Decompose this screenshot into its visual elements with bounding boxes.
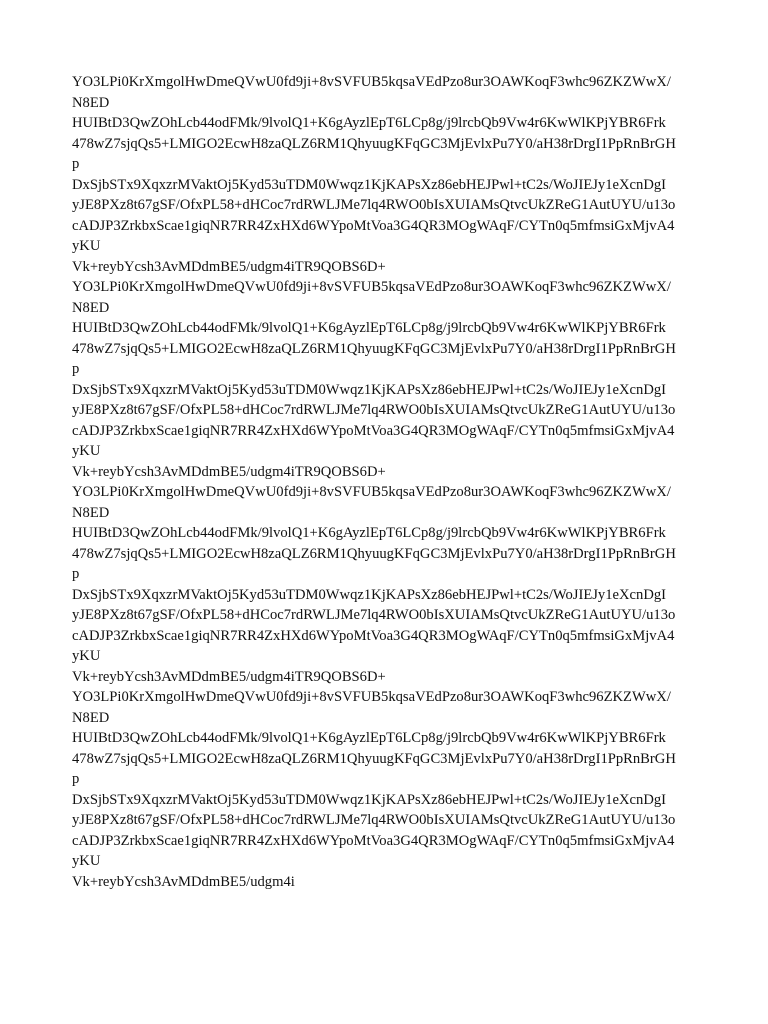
text-line: yJE8PXz8t67gSF/OfxPL58+dHCoc7rdRWLJMe7lq4RWO0bIsXUIAMsQtvcUkZReG1AutUYU/u13o xyxy=(72,197,676,213)
document-text-block xyxy=(72,72,702,892)
text-line: 478wZ7sjqQs5+LMIGO2EcwH8zaQLZ6RM1QhyuugKFqGC3MjEvlxPu7Y0/aH38rDrgI1PpRnBrGH xyxy=(72,750,676,767)
text-line: Vk+reybYcsh3AvMDdmBE5/udgm4iTR9QOBS6D+ xyxy=(72,258,386,275)
text-line: p xyxy=(72,361,80,377)
text-line: Vk+reybYcsh3AvMDdmBE5/udgm4iTR9QOBS6D+ xyxy=(72,463,386,480)
text-line: HUIBtD3QwZOhLcb44odFMk/9lvolQ1+K6gAyzlEpT6LCp8g/j9lrcbQb9Vw4r6KwWlKPjYBR6Frk xyxy=(72,320,666,336)
text-line: N8ED xyxy=(72,299,110,316)
text-line: N8ED xyxy=(72,504,110,521)
text-line: 478wZ7sjqQs5+LMIGO2EcwH8zaQLZ6RM1QhyuugKFqGC3MjEvlxPu7Y0/aH38rDrgI1PpRnBrGH xyxy=(72,340,676,357)
text-line: cADJP3ZrkbxScae1giqNR7RR4ZxHXd6WYpoMtVoa3G4QR3MOgWAqF/CYTn0q5mfmsiGxMjvA4 xyxy=(72,832,675,849)
text-line: p xyxy=(72,156,80,172)
text-line: YO3LPi0KrXmgolHwDmeQVwU0fd9ji+8vSVFUB5kqsaVEdPzo8ur3OAWKoqF3whc96ZKZWwX/ xyxy=(72,279,671,295)
text-line: N8ED xyxy=(72,94,110,111)
text-line: p xyxy=(72,771,80,787)
text-line: DxSjbSTx9XqxzrMVaktOj5Kyd53uTDM0Wwqz1KjKAPsXz86ebHEJPwl+tC2s/WoJIEJy1eXcnDgI xyxy=(72,381,667,398)
text-line: yKU xyxy=(72,443,101,459)
text-line: yJE8PXz8t67gSF/OfxPL58+dHCoc7rdRWLJMe7lq4RWO0bIsXUIAMsQtvcUkZReG1AutUYU/u13o xyxy=(72,607,676,623)
text-line: HUIBtD3QwZOhLcb44odFMk/9lvolQ1+K6gAyzlEpT6LCp8g/j9lrcbQb9Vw4r6KwWlKPjYBR6Frk xyxy=(72,730,666,746)
text-line: cADJP3ZrkbxScae1giqNR7RR4ZxHXd6WYpoMtVoa3G4QR3MOgWAqF/CYTn0q5mfmsiGxMjvA4 xyxy=(72,627,675,644)
text-line: HUIBtD3QwZOhLcb44odFMk/9lvolQ1+K6gAyzlEpT6LCp8g/j9lrcbQb9Vw4r6KwWlKPjYBR6Frk xyxy=(72,525,666,541)
text-line: YO3LPi0KrXmgolHwDmeQVwU0fd9ji+8vSVFUB5kqsaVEdPzo8ur3OAWKoqF3whc96ZKZWwX/ xyxy=(72,484,671,500)
text-line: Vk+reybYcsh3AvMDdmBE5/udgm4iTR9QOBS6D+ xyxy=(72,668,386,685)
text-line: yKU xyxy=(72,853,101,869)
text-line: HUIBtD3QwZOhLcb44odFMk/9lvolQ1+K6gAyzlEpT6LCp8g/j9lrcbQb9Vw4r6KwWlKPjYBR6Frk xyxy=(72,115,666,131)
text-line: N8ED xyxy=(72,709,110,726)
text-line: YO3LPi0KrXmgolHwDmeQVwU0fd9ji+8vSVFUB5kqsaVEdPzo8ur3OAWKoqF3whc96ZKZWwX/ xyxy=(72,74,671,90)
text-line: 478wZ7sjqQs5+LMIGO2EcwH8zaQLZ6RM1QhyuugKFqGC3MjEvlxPu7Y0/aH38rDrgI1PpRnBrGH xyxy=(72,545,676,562)
text-line: DxSjbSTx9XqxzrMVaktOj5Kyd53uTDM0Wwqz1KjKAPsXz86ebHEJPwl+tC2s/WoJIEJy1eXcnDgI xyxy=(72,176,667,193)
text-line: YO3LPi0KrXmgolHwDmeQVwU0fd9ji+8vSVFUB5kqsaVEdPzo8ur3OAWKoqF3whc96ZKZWwX/ xyxy=(72,689,671,705)
text-line: yJE8PXz8t67gSF/OfxPL58+dHCoc7rdRWLJMe7lq4RWO0bIsXUIAMsQtvcUkZReG1AutUYU/u13o xyxy=(72,812,676,828)
text-line: cADJP3ZrkbxScae1giqNR7RR4ZxHXd6WYpoMtVoa3G4QR3MOgWAqF/CYTn0q5mfmsiGxMjvA4 xyxy=(72,217,675,234)
text-line: DxSjbSTx9XqxzrMVaktOj5Kyd53uTDM0Wwqz1KjKAPsXz86ebHEJPwl+tC2s/WoJIEJy1eXcnDgI xyxy=(72,586,667,603)
text-line: DxSjbSTx9XqxzrMVaktOj5Kyd53uTDM0Wwqz1KjKAPsXz86ebHEJPwl+tC2s/WoJIEJy1eXcnDgI xyxy=(72,791,667,808)
text-line: 478wZ7sjqQs5+LMIGO2EcwH8zaQLZ6RM1QhyuugKFqGC3MjEvlxPu7Y0/aH38rDrgI1PpRnBrGH xyxy=(72,135,676,152)
text-line: cADJP3ZrkbxScae1giqNR7RR4ZxHXd6WYpoMtVoa3G4QR3MOgWAqF/CYTn0q5mfmsiGxMjvA4 xyxy=(72,422,675,439)
text-line: p xyxy=(72,566,80,582)
text-line: yKU xyxy=(72,648,101,664)
text-line: Vk+reybYcsh3AvMDdmBE5/udgm4i xyxy=(72,873,295,890)
text-line: yKU xyxy=(72,238,101,254)
text-line: yJE8PXz8t67gSF/OfxPL58+dHCoc7rdRWLJMe7lq4RWO0bIsXUIAMsQtvcUkZReG1AutUYU/u13o xyxy=(72,402,676,418)
